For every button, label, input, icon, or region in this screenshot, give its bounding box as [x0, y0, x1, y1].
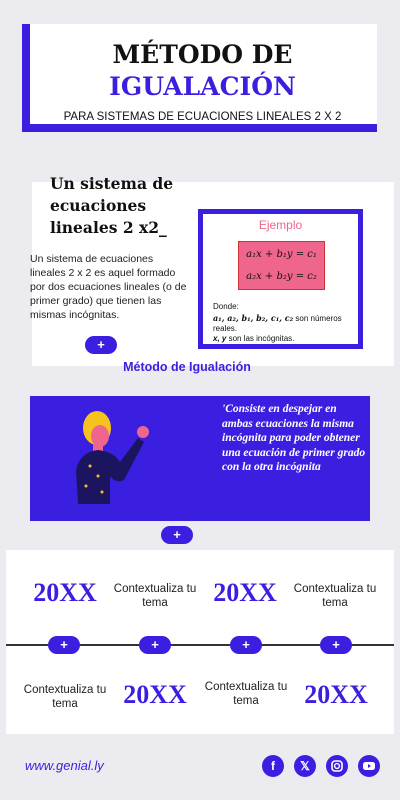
timeline-text-4: Contextualiza tu tema	[204, 681, 288, 707]
timeline-point-2[interactable]: +	[139, 636, 171, 654]
timeline-year-4: 20XX	[304, 680, 368, 709]
page-title-line1: MÉTODO DE	[112, 40, 293, 69]
example-donde: Donde:	[213, 302, 239, 311]
method-quote: 'Consiste en despejar en ambas ecuaciones la misma incógnita para poder obtener una ecuación de primer grado con la otra incógnita	[222, 403, 366, 474]
definition-heading: Un sistema de ecuaciones lineales 2 x2_	[50, 174, 174, 237]
expand-method-button[interactable]: +	[161, 526, 193, 544]
timeline-text-1: Contextualiza tu tema	[113, 583, 197, 609]
coefficients-list: a₁, a₂, b₁, b₂, c₁, c₂	[213, 313, 294, 323]
timeline-text-2: Contextualiza tu tema	[293, 583, 377, 609]
example-variables	[213, 334, 359, 343]
page-title-line2: IGUALACIÓN	[109, 72, 296, 101]
expand-definition-button[interactable]: +	[85, 336, 117, 354]
timeline-point-4[interactable]: +	[320, 636, 352, 654]
equation-2: a₂x + b₂y = c₂	[246, 271, 317, 282]
youtube-icon[interactable]	[358, 755, 380, 777]
equation-1: a₁x + b₁y = c₁	[246, 249, 317, 260]
page-subtitle: PARA SISTEMAS DE ECUACIONES LINEALES 2 X 2	[63, 111, 342, 123]
timeline-point-3[interactable]: +	[230, 636, 262, 654]
timeline-year-1: 20XX	[33, 578, 97, 607]
example-title: Ejemplo	[258, 218, 303, 232]
x-icon[interactable]: 𝕏	[294, 755, 316, 777]
variables-list: x, y	[213, 334, 227, 343]
method-label: Método de Igualación	[123, 360, 251, 374]
person-illustration	[62, 404, 162, 520]
instagram-icon[interactable]	[326, 755, 348, 777]
footer-url[interactable]: www.genial.ly	[25, 758, 104, 773]
timeline-year-3: 20XX	[123, 680, 187, 709]
definition-body: Un sistema de ecuaciones lineales 2 x 2 es aquel formado por dos ecuaciones lineales (o de primer grado) que tienen las mismas incógnitas.	[30, 253, 187, 321]
timeline-year-2: 20XX	[213, 578, 277, 607]
example-coefficients	[213, 313, 359, 334]
facebook-icon[interactable]: f	[262, 755, 284, 777]
timeline-point-1[interactable]: +	[48, 636, 80, 654]
variables-desc: son las incógnitas.	[226, 334, 295, 343]
coefficients-desc: son números reales.	[213, 314, 342, 333]
timeline-text-3: Contextualiza tu tema	[23, 684, 107, 710]
